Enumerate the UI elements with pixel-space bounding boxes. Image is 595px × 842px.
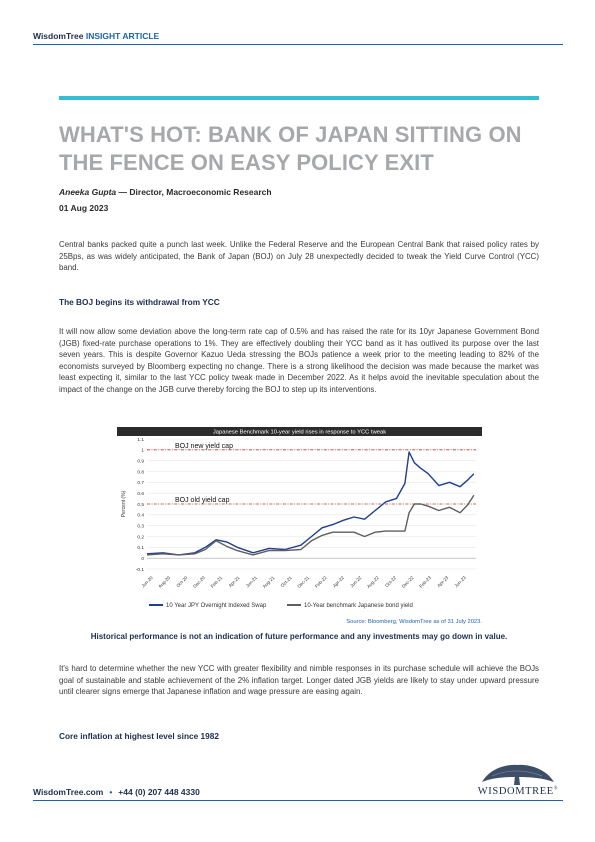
x-tick-label-18: Jun-23: [453, 575, 467, 589]
author-role: Director, Macroeconomic Research: [129, 187, 272, 197]
legend-label-0: 10 Year JPY Overnight Indexed Swap: [166, 603, 267, 609]
paragraph-intro: Central banks packed quite a punch last week. Unlike the Federal Reserve and the European Central Bank that raised policy rates by 25Bps, as was widely anticipated, the Bank of Japan (BOJ) on July 28 unexpectedly decided to tweak the Yield Curve Control (YCC) band.: [59, 240, 539, 273]
y-tick-label-0: -0.1: [135, 567, 144, 573]
article-title: WHAT'S HOT: BANK OF JAPAN SITTING ON THE FENCE ON EASY POLICY EXIT: [59, 122, 522, 175]
x-tick-label-3: Dec-20: [192, 575, 206, 589]
y-tick-label-3: 0.2: [137, 535, 144, 541]
x-tick-label-13: Aug-22: [365, 575, 380, 589]
author-name: Aneeka Gupta: [59, 187, 117, 197]
y-tick-label-7: 0.6: [137, 491, 144, 497]
x-tick-label-4: Feb-21: [209, 575, 224, 589]
publish-date: 01 Aug 2023: [59, 203, 109, 213]
x-tick-label-16: Feb-23: [418, 575, 432, 589]
yield-chart: [117, 427, 482, 613]
legend-label-1: 10-Year benchmark Japanese bond yield: [304, 603, 413, 609]
x-tick-label-17: Apr-23: [436, 575, 450, 589]
y-tick-label-5: 0.4: [137, 513, 144, 519]
y-tick-label-1: 0: [141, 556, 144, 562]
footer-contact: [33, 787, 200, 797]
logo-registered-mark: ®: [553, 786, 559, 792]
yield-chart-svg: [117, 427, 482, 613]
x-tick-label-11: Apr-22: [331, 575, 345, 589]
x-tick-label-14: Oct-22: [384, 575, 398, 589]
footer-rule: [33, 800, 563, 801]
subheading-boj-withdrawal: The BOJ begins its withdrawal from YCC: [59, 297, 220, 307]
logo-wordmark: [472, 786, 564, 797]
page-header: [33, 31, 159, 41]
y-tick-label-4: 0.3: [137, 524, 144, 530]
author-line: [59, 187, 272, 197]
y-axis-label: Percent (%): [121, 490, 127, 518]
y-tick-label-11: 1: [141, 448, 144, 454]
subheading-core-inflation: Core inflation at highest level since 1982: [59, 731, 219, 741]
y-tick-label-12: 1.1: [137, 437, 144, 443]
y-tick-label-9: 0.8: [137, 470, 144, 476]
y-tick-label-10: 0.9: [137, 459, 144, 465]
x-tick-label-12: Jun-22: [349, 575, 363, 589]
x-tick-label-1: Aug-20: [157, 575, 172, 589]
author-separator: —: [116, 187, 130, 197]
x-tick-label-15: Dec-22: [400, 575, 415, 589]
chart-source: Source: Bloomberg, WisdomTree as of 31 July 2023.: [346, 619, 482, 625]
reference-label-1: BOJ old yield cap: [175, 497, 230, 504]
x-tick-label-5: Apr-21: [227, 575, 241, 589]
title-accent-bar: [59, 96, 539, 100]
logo-wordmark-text: WISDOMTREE: [477, 786, 554, 797]
x-tick-label-2: Oct-20: [175, 575, 189, 589]
x-tick-label-9: Dec-21: [296, 575, 311, 589]
footer-phone: +44 (0) 207 448 4330: [118, 787, 200, 797]
y-tick-label-8: 0.7: [137, 481, 144, 487]
x-tick-label-8: Oct-21: [279, 575, 293, 589]
header-section: INSIGHT ARTICLE: [85, 31, 160, 41]
performance-disclaimer: Historical performance is not an indication of future performance and any investments may go down in value.: [90, 632, 508, 641]
reference-label-0: BOJ new yield cap: [175, 442, 233, 450]
x-tick-label-7: Aug-21: [261, 575, 276, 589]
y-tick-label-6: 0.5: [137, 502, 144, 508]
paragraph-ycc: It will now allow some deviation above the long-term rate cap of 0.5% and has raised the rate for its 10yr Japanese Government Bond (JGB) fixed-rate purchase operations to 1%. They are effectively doubling their YCC band as it has outlived its purpose over the last seven years. This is despite Governor Kazuo Ueda stressing the BOJs patience a week prior to the meeting leading to 82% of the economists surveyed by Bloomberg expecting no change. There is a strong likelihood the decision was made because the market was least expecting it, similar to the last YCC policy tweak made in December 2022. As it helps avoid the inevitable speculation about the impact of the change on the JGB curve thereby forcing the BOJ to step up its interventions.: [59, 327, 539, 394]
x-tick-label-6: Jun-21: [244, 575, 259, 589]
header-brand: WisdomTree: [33, 31, 84, 41]
y-tick-label-2: 0.1: [137, 546, 144, 552]
header-rule: [33, 44, 563, 45]
footer-website[interactable]: WisdomTree.com: [33, 787, 104, 797]
x-tick-label-10: Feb-22: [313, 575, 328, 589]
paragraph-outlook: It's hard to determine whether the new YCC with greater flexibility and nimble responses in its purchase schedule will achieve the BOJs goal of sustainable and stable achievement of the 2% inflation target. Longer dated JGB yields are likely to stay under upward pressure until clearer signs emerge that Japanese inflation and wage pressure are easing again.: [59, 664, 539, 697]
chart-title: Japanese Benchmark 10-year yield rises in response to YCC tweak: [212, 429, 387, 436]
footer-bullet: •: [109, 787, 113, 797]
x-tick-label-0: Jun-20: [140, 575, 154, 589]
